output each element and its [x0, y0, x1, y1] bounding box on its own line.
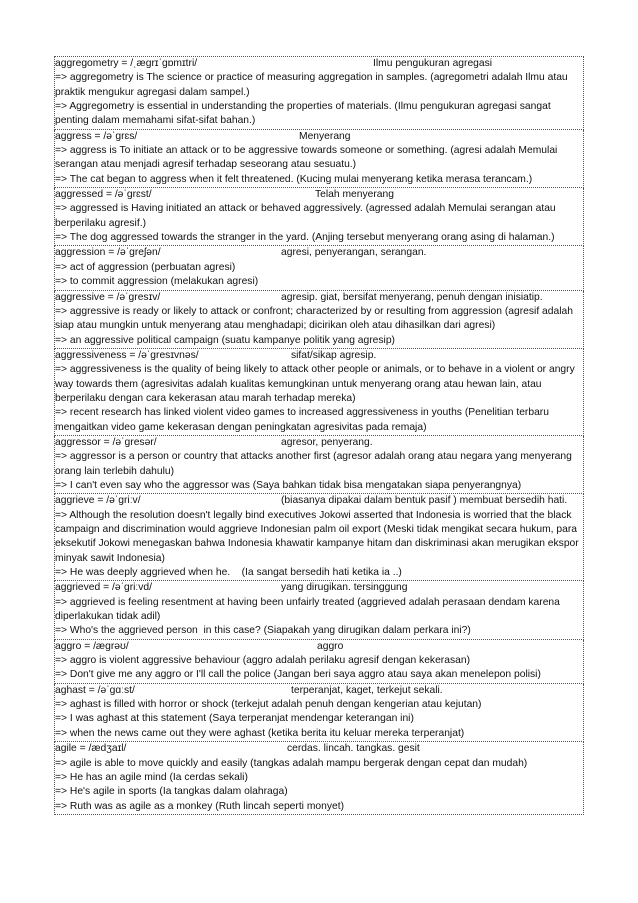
entry-line: => act of aggression (perbuatan agresi) [55, 261, 236, 273]
entry-header [55, 581, 583, 595]
entry-line: => aggressive is ready or likely to attack or confront; characterized by or resulting from aggression (agresif adalah siap atau mungkin untuk menyerang atau menghadapi; dicirikan oleh atau dihasilkan dari agresi) [55, 305, 573, 332]
entry-line: => Who's the aggrieved person in this case? (Siapakah yang dirugikan dalam perkara ini?) [55, 625, 471, 637]
entry-meaning: aggro [317, 640, 344, 652]
entry-line: => Although the resolution doesn't legally bind executives Jokowi asserted that Indonesia is worried that the black campaign and discrimination would aggrieve Indonesian palm oil export (Meski tidak mengikat secara hukum, para eksekutif Jokowi menegaskan bahwa Indonesia khawatir kampanye hitam dan diskriminasi akan merugikan ekspor minyak sawit Indonesia) [55, 509, 579, 564]
entry-term: aggrieved = /əˈgriːvd/ [55, 582, 153, 594]
entry-line: => aggrieved is feeling resentment at having been unfairly treated (aggrieved adalah perasaan dendam karena diperlakukan tidak adil) [55, 596, 560, 623]
entry-line: => He's agile in sports (Ia tangkas dalam olahraga) [55, 786, 288, 798]
entry-term: aggressor = /əˈgresər/ [55, 436, 157, 448]
entry-header [55, 684, 583, 698]
entry-meaning: terperanjat, kaget, terkejut sekali. [291, 684, 443, 696]
entry-line: => aggress is To initiate an attack or to be aggressive towards someone or something. (agresi adalah Memulai serangan atau menjadi agresif terhadap seseorang atau sesuatu.) [55, 145, 558, 171]
entry-line: => agile is able to move quickly and easily (tangkas adalah mampu bergerak dengan cepat dan mudah) [55, 757, 528, 769]
entry-header [55, 130, 583, 144]
entry-term: aggression = /əˈgreʃən/ [55, 247, 161, 259]
entry-header [55, 494, 583, 508]
entry-line: => aggro is violent aggressive behaviour (aggro adalah perilaku agresif dengan kekerasan) [55, 655, 470, 667]
entry-aggression [54, 246, 584, 290]
entry-line: => aggressiveness is the quality of being likely to attack other people or animals, or to behave in a violent or angry way towards them (agresivitas adalah kualitas kemungkinan untuk menyerang orang atau hewan lain, atau berperilaku dengan cara kekerasan atau marah terhadap mereka) [55, 364, 575, 404]
entry-meaning: agresip. giat, bersifat menyerang, penuh dengan inisiatip. [281, 291, 543, 303]
entry-header [55, 640, 583, 654]
entry-term: aggressive = /əˈgresɪv/ [55, 291, 161, 303]
entry-meaning: yang dirugikan. tersinggung [281, 582, 408, 594]
entry-term: aggro = /ægrəʊ/ [55, 640, 129, 652]
entry-aggrieve [54, 494, 584, 581]
entry-header [55, 291, 583, 305]
entry-aggro [54, 640, 584, 684]
entry-line: => Ruth was as agile as a monkey (Ruth lincah seperti monyet) [55, 800, 345, 812]
entry-header [55, 188, 583, 202]
entry-header [55, 349, 583, 363]
entry-line: => Aggregometry is essential in understanding the properties of materials. (Ilmu pengukuran agregasi sangat penting dalam memahami sifat-sifat bahan.) [55, 101, 551, 127]
entry-header [55, 246, 583, 260]
entry-header [55, 57, 583, 71]
entry-aggressed [54, 188, 584, 246]
dictionary-document [54, 56, 584, 815]
entry-line: => aghast is filled with horror or shock (terkejut adalah penuh dengan kengerian atau kejutan) [55, 699, 482, 711]
entry-line: => I was aghast at this statement (Saya terperanjat mendengar keterangan ini) [55, 713, 414, 725]
entry-aggressiveness [54, 349, 584, 436]
entry-agile [54, 742, 584, 815]
entry-line: => an aggressive political campaign (suatu kampanye politik yang agresip) [55, 334, 395, 346]
entry-line: => He has an agile mind (Ia cerdas sekali) [55, 771, 248, 783]
entry-meaning: agresi, penyerangan, serangan. [281, 247, 427, 259]
entry-line: => when the news came out they were aghast (ketika berita itu keluar mereka terperanjat) [55, 727, 465, 739]
entry-meaning: (biasanya dipakai dalam bentuk pasif ) membuat bersedih hati. [281, 495, 568, 507]
entry-term: aggressiveness = /əˈgresɪvnəs/ [55, 349, 199, 361]
entry-line: => I can't even say who the aggressor was (Saya bahkan tidak bisa mengatakan siapa penyerangnya) [55, 479, 522, 491]
entry-line: => aggressor is a person or country that attacks another first (agresor adalah orang atau negara yang menyerang orang lain terlebih dahulu) [55, 451, 572, 477]
entry-meaning: sifat/sikap agresip. [291, 349, 377, 361]
entry-header [55, 436, 583, 450]
entry-aggress [54, 130, 584, 188]
entry-line: => The cat began to aggress when it felt threatened. (Kucing mulai menyerang ketika merasa terancam.) [55, 173, 533, 185]
entry-term: aggressed = /əˈgrɛst/ [55, 189, 152, 201]
entry-aggrieved [54, 581, 584, 639]
entry-meaning: cerdas. lincah. tangkas. gesit [287, 743, 420, 755]
entry-line: => aggressed is Having initiated an attack or behaved aggressively. (agressed adalah Memulai serangan atau berperilaku agresif.) [55, 203, 556, 229]
entry-header [55, 742, 583, 756]
entry-aggressive [54, 291, 584, 349]
entry-meaning: Ilmu pengukuran agregasi [373, 58, 493, 69]
entry-term: agile = /ædʒaɪl/ [55, 743, 127, 755]
entry-line: => The dog aggressed towards the stranger in the yard. (Anjing tersebut menyerang orang asing di halaman.) [55, 232, 555, 244]
entry-meaning: Menyerang [299, 130, 351, 142]
entry-line: => He was deeply aggrieved when he. (Ia sangat bersedih hati ketika ia ..) [55, 567, 402, 579]
entry-term: aggregometry = /ˌægrɪˈgɒmɪtri/ [55, 58, 198, 69]
entry-term: aggress = /əˈgrɛs/ [55, 130, 138, 142]
entry-meaning: agresor, penyerang. [281, 436, 373, 448]
entry-term: aghast = /əˈgɑːst/ [55, 684, 135, 696]
entry-meaning: Telah menyerang [315, 189, 394, 201]
entry-aghast [54, 684, 584, 742]
entry-line: => recent research has linked violent video games to increased aggressiveness in youths (Penelitian terbaru mengaitkan video game kekerasan dengan peningkatan agresivitas pada remaja) [55, 407, 549, 433]
entry-line: => aggregometry is The science or practice of measuring aggregation in samples. (agregometri adalah Ilmu atau praktik mengukur agregasi dalam sampel.) [55, 72, 568, 98]
entry-term: aggrieve = /əˈgriːv/ [55, 495, 141, 507]
entry-aggregometry [54, 56, 584, 130]
entry-aggressor [54, 436, 584, 494]
entry-line: => Don't give me any aggro or I'll call the police (Jangan beri saya aggro atau saya akan menelepon polisi) [55, 669, 541, 681]
entry-line: => to commit aggression (melakukan agresi) [55, 276, 259, 288]
